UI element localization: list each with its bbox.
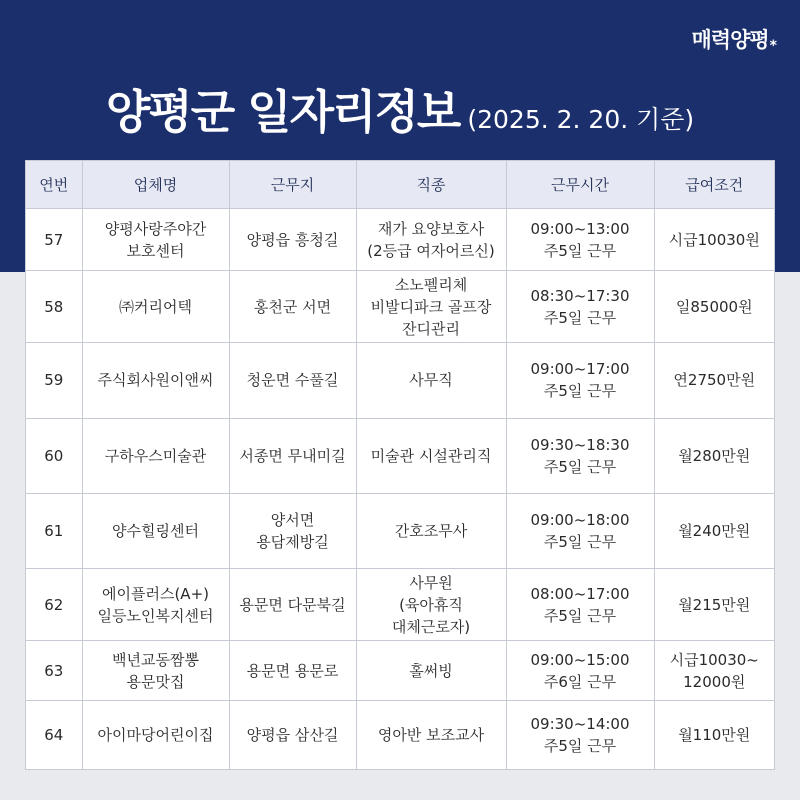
page-title-date: (2025. 2. 20. 기준) bbox=[467, 105, 695, 134]
cell-job: 미술관 시설관리직 bbox=[356, 418, 506, 493]
cell-location: 양서면 용담제방길 bbox=[229, 493, 356, 568]
cell-pay: 월215만원 bbox=[654, 568, 774, 640]
cell-hours: 09:00~15:00 주6일 근무 bbox=[506, 641, 654, 701]
cell-job: 재가 요양보호사 (2등급 여자어르신) bbox=[356, 209, 506, 271]
brand-logo-text: 매력양평 bbox=[691, 28, 769, 52]
cell-no: 62 bbox=[26, 568, 82, 640]
cell-job: 홀써빙 bbox=[356, 641, 506, 701]
page-title bbox=[0, 76, 800, 142]
cell-no: 60 bbox=[26, 418, 82, 493]
cell-pay: 월280만원 bbox=[654, 418, 774, 493]
cell-pay: 월240만원 bbox=[654, 493, 774, 568]
header-cell-hours: 근무시간 bbox=[506, 161, 654, 209]
cell-location: 청운면 수풀길 bbox=[229, 343, 356, 418]
header-cell-location: 근무지 bbox=[229, 161, 356, 209]
cell-pay: 연2750만원 bbox=[654, 343, 774, 418]
cell-company: ㈜커리어텍 bbox=[82, 271, 229, 343]
cell-no: 61 bbox=[26, 493, 82, 568]
cell-no: 59 bbox=[26, 343, 82, 418]
jobs-table-card bbox=[25, 160, 775, 770]
cell-location: 양평읍 삼산길 bbox=[229, 701, 356, 769]
cell-pay: 일85000원 bbox=[654, 271, 774, 343]
header-cell-no: 연번 bbox=[26, 161, 82, 209]
cell-job: 영아반 보조교사 bbox=[356, 701, 506, 769]
header-cell-pay: 급여조건 bbox=[654, 161, 774, 209]
cell-hours: 09:00~13:00 주5일 근무 bbox=[506, 209, 654, 271]
cell-hours: 09:00~18:00 주5일 근무 bbox=[506, 493, 654, 568]
cell-pay: 월110만원 bbox=[654, 701, 774, 769]
cell-company: 에이플러스(A+) 일등노인복지센터 bbox=[82, 568, 229, 640]
cell-company: 주식회사원이앤씨 bbox=[82, 343, 229, 418]
table-row bbox=[26, 701, 774, 769]
cell-location: 용문면 용문로 bbox=[229, 641, 356, 701]
jobs-table bbox=[26, 161, 774, 769]
brand-logo bbox=[692, 24, 776, 54]
star-icon: * bbox=[769, 38, 776, 54]
cell-company: 양수힐링센터 bbox=[82, 493, 229, 568]
cell-job: 간호조무사 bbox=[356, 493, 506, 568]
cell-job: 소노펠리체 비발디파크 골프장 잔디관리 bbox=[356, 271, 506, 343]
table-row bbox=[26, 568, 774, 640]
cell-job: 사무원 (육아휴직 대체근로자) bbox=[356, 568, 506, 640]
cell-pay: 시급10030원 bbox=[654, 209, 774, 271]
cell-location: 양평읍 흥청길 bbox=[229, 209, 356, 271]
cell-no: 63 bbox=[26, 641, 82, 701]
cell-no: 58 bbox=[26, 271, 82, 343]
header-cell-company: 업체명 bbox=[82, 161, 229, 209]
cell-job: 사무직 bbox=[356, 343, 506, 418]
cell-company: 아이마당어린이집 bbox=[82, 701, 229, 769]
cell-company: 백년교동짬뽕 용문맛집 bbox=[82, 641, 229, 701]
cell-pay: 시급10030~ 12000원 bbox=[654, 641, 774, 701]
table-row bbox=[26, 641, 774, 701]
cell-location: 서종면 무내미길 bbox=[229, 418, 356, 493]
cell-hours: 09:00~17:00 주5일 근무 bbox=[506, 343, 654, 418]
header-cell-job: 직종 bbox=[356, 161, 506, 209]
cell-location: 홍천군 서면 bbox=[229, 271, 356, 343]
table-row bbox=[26, 493, 774, 568]
table-row bbox=[26, 343, 774, 418]
cell-hours: 08:00~17:00 주5일 근무 bbox=[506, 568, 654, 640]
cell-hours: 09:30~14:00 주5일 근무 bbox=[506, 701, 654, 769]
table-row bbox=[26, 271, 774, 343]
cell-location: 용문면 다문북길 bbox=[229, 568, 356, 640]
table-row bbox=[26, 418, 774, 493]
page-title-main: 양평군 일자리정보 bbox=[105, 85, 460, 139]
table-row bbox=[26, 209, 774, 271]
cell-company: 구하우스미술관 bbox=[82, 418, 229, 493]
cell-hours: 09:30~18:30 주5일 근무 bbox=[506, 418, 654, 493]
cell-company: 양평사랑주야간 보호센터 bbox=[82, 209, 229, 271]
cell-hours: 08:30~17:30 주5일 근무 bbox=[506, 271, 654, 343]
cell-no: 57 bbox=[26, 209, 82, 271]
cell-no: 64 bbox=[26, 701, 82, 769]
table-header-row bbox=[26, 161, 774, 209]
